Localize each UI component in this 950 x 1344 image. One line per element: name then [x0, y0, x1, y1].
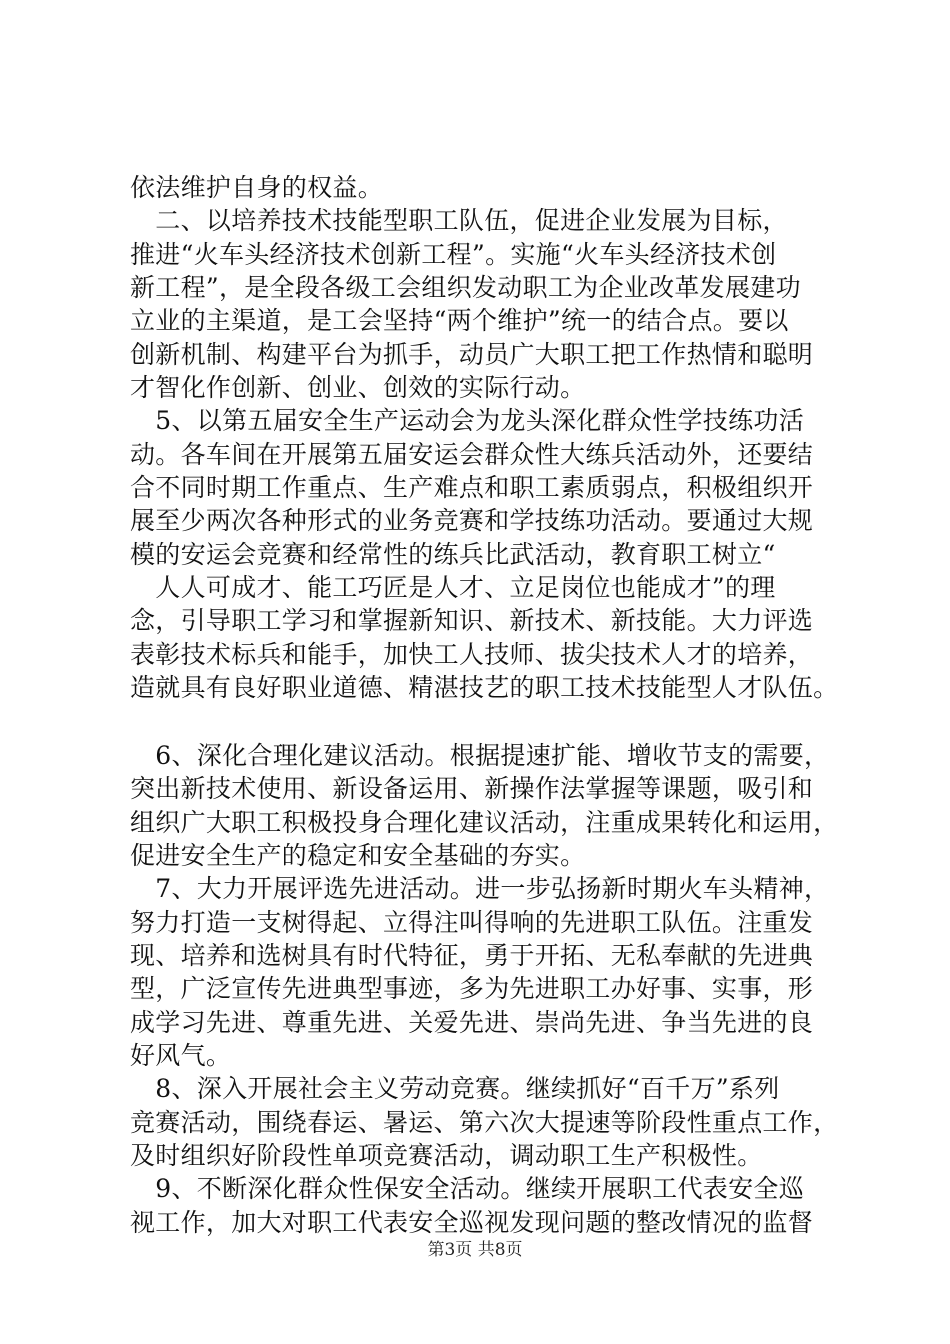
text-line: 及时组织好阶段性单项竞赛活动，调动职工生产积极性。 [130, 1141, 763, 1170]
text-line: 成学习先进、尊重先进、关爱先进、崇尚先进、争当先进的良 [130, 1008, 814, 1037]
page-footer: 第3页 共8页 [427, 1240, 523, 1260]
text-line: 组织广大职工积极投身合理化建议活动，注重成果转化和运用， [130, 808, 839, 837]
text-line: 模的安运会竞赛和经常性的练兵比武活动，教育职工树立“ [130, 540, 776, 569]
text-line: 合不同时期工作重点、生产难点和职工素质弱点，积极组织开 [130, 473, 814, 502]
text-line: 人人可成才、能工巧匠是人才、立足岗位也能成才”的理 [130, 573, 776, 602]
text-line: 视工作，加大对职工代表安全巡视发现问题的整改情况的监督 [130, 1208, 814, 1237]
text-line: 型，广泛宣传先进典型事迹，多为先进职工办好事、实事，形 [130, 974, 814, 1003]
text-line: 依法维护自身的权益。 [130, 173, 384, 202]
text-line: 6、深化合理化建议活动。根据提速扩能、增收节支的需要， [130, 741, 830, 770]
text-line: 竞赛活动，围绕春运、暑运、第六次大提速等阶段性重点工作， [130, 1108, 839, 1137]
text-line: 促进安全生产的稳定和安全基础的夯实。 [130, 841, 586, 870]
text-line: 9、不断深化群众性保安全活动。继续开展职工代表安全巡 [130, 1174, 805, 1203]
text-line: 二、以培养技术技能型职工队伍，促进企业发展为目标， [130, 206, 788, 235]
text-line: 推进“火车头经济技术创新工程”。实施“火车头经济技术创 [130, 240, 777, 269]
text-line: 立业的主渠道，是工会坚持“两个维护”统一的结合点。要以 [130, 306, 789, 335]
text-line: 7、大力开展评选先进活动。进一步弘扬新时期火车头精神， [130, 874, 830, 903]
text-line: 动。各车间在开展第五届安运会群众性大练兵活动外，还要结 [130, 440, 814, 469]
text-line: 好风气。 [130, 1041, 232, 1070]
text-line: 表彰技术标兵和能手，加快工人技师、拔尖技术人才的培养， [130, 640, 814, 669]
text-line: 新工程”，是全段各级工会组织发动职工为企业改革发展建功 [130, 273, 801, 302]
text-line: 展至少两次各种形式的业务竞赛和学技练功活动。要通过大规 [130, 506, 814, 535]
text-line: 造就具有良好职业道德、精湛技艺的职工技术技能型人才队伍。 [130, 673, 839, 702]
text-line: 念，引导职工学习和掌握新知识、新技术、新技能。大力评选 [130, 606, 814, 635]
text-line: 努力打造一支树得起、立得注叫得响的先进职工队伍。注重发 [130, 908, 814, 937]
text-line: 突出新技术使用、新设备运用、新操作法掌握等课题，吸引和 [130, 774, 814, 803]
text-line: 5、以第五届安全生产运动会为龙头深化群众性学技练功活 [130, 406, 805, 435]
text-line: 8、深入开展社会主义劳动竞赛。继续抓好“百千万”系列 [130, 1074, 780, 1103]
text-line: 才智化作创新、创业、创效的实际行动。 [130, 373, 586, 402]
text-line: 创新机制、构建平台为抓手，动员广大职工把工作热情和聪明 [130, 340, 814, 369]
text-line: 现、培养和选树具有时代特征，勇于开拓、无私奉献的先进典 [130, 941, 814, 970]
